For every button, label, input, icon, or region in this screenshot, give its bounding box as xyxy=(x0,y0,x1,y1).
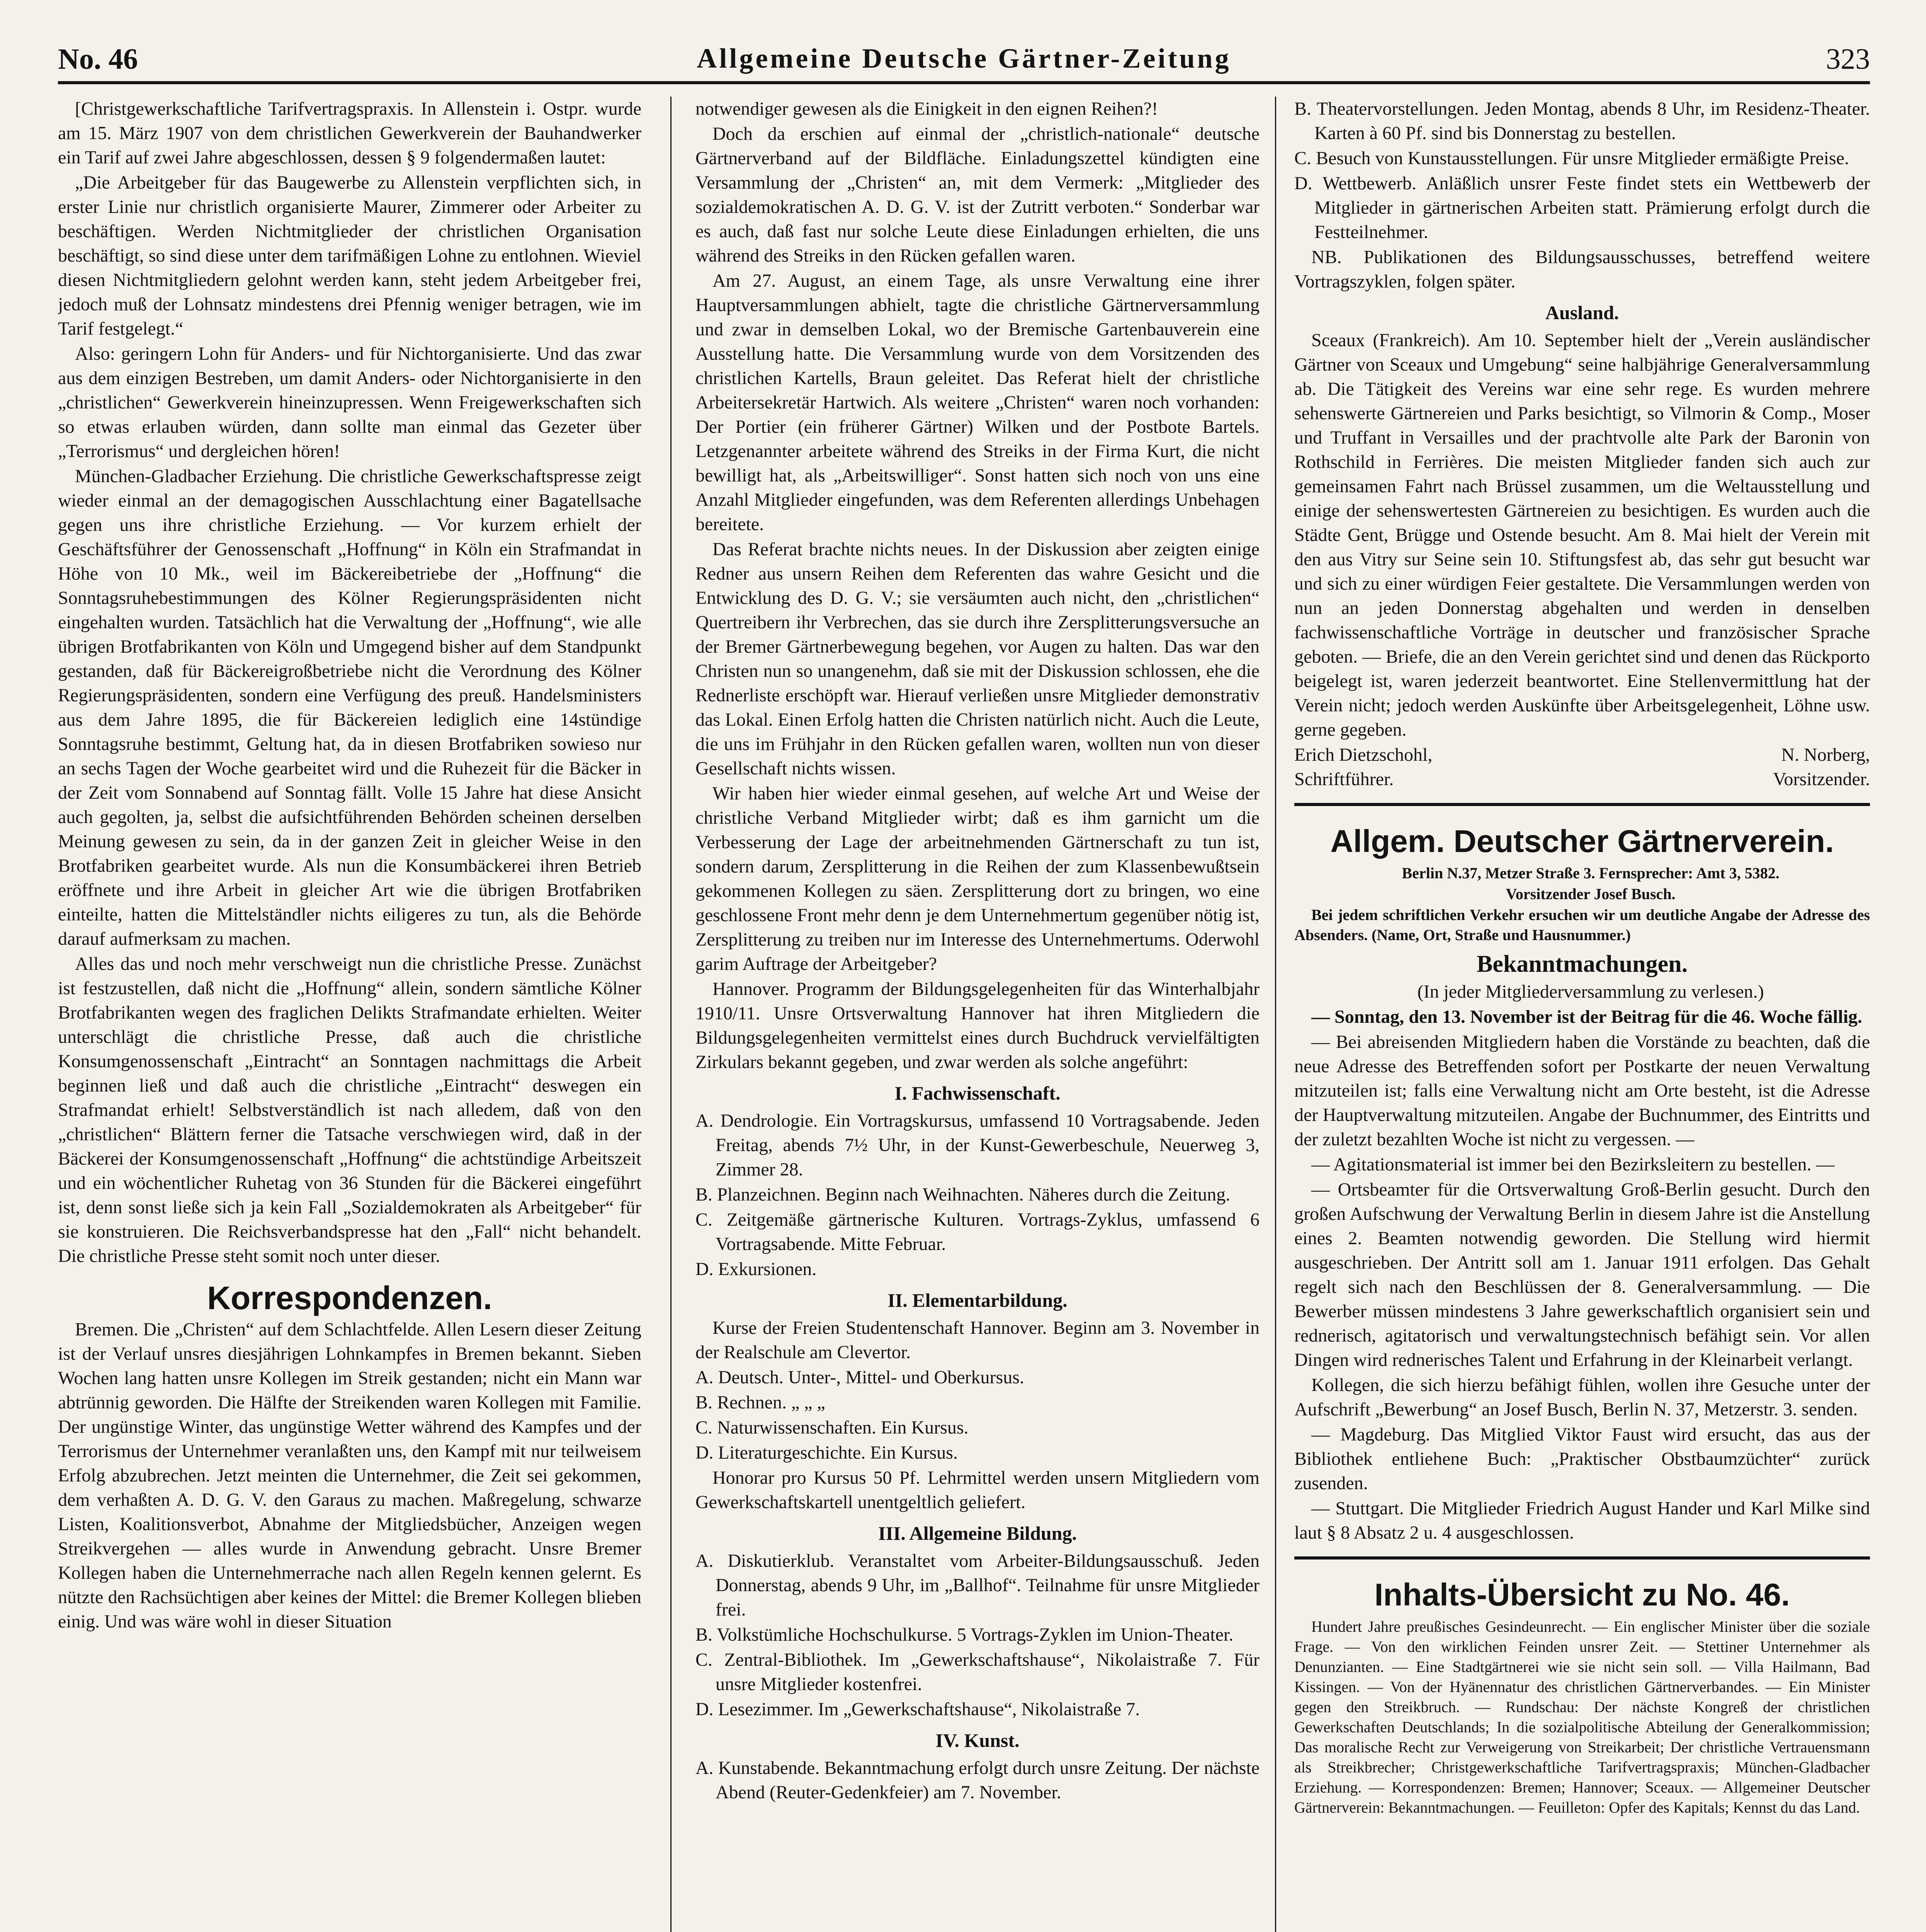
list-item: D. Exkursionen. xyxy=(695,1259,817,1279)
verein-note: Bei jedem schriftlichen Verkehr ersuchen wir um deutliche Angabe der Adresse des Absenders. (Name, Ort, Straße und Hausnummer.) xyxy=(1294,906,1870,944)
divider xyxy=(1294,1556,1870,1560)
list-item: C. Zeitgemäße gärtnerische Kulturen. Vortrags-Zyklus, umfassend 6 Vortragsabende. Mitte Februar. xyxy=(695,1209,1260,1254)
signatures xyxy=(1294,743,1870,767)
role-left: Schriftführer. xyxy=(1294,769,1394,789)
list-item: C. Naturwissenschaften. Ein Kursus. xyxy=(695,1417,969,1438)
list-item: B. Planzeichnen. Beginn nach Weihnachten. Näheres durch die Zeitung. xyxy=(695,1184,1231,1205)
list-item: A. Deutsch. Unter-, Mittel- und Oberkursus. xyxy=(695,1367,1024,1388)
article-erziehung-cont: Alles das und noch mehr verschweigt nun die christliche Presse. Zunächst ist festzustellen, daß nicht die „Hoffnung“ allein, sondern sämtliche Kölner Brotfabrikanten wegen des fraglichen Delikts Strafmandate erhielten. Weiter unterschlägt die christliche Presse, daß auch die christliche Konsumgenossenschaft „Eintracht“ an Sonntagen nachmittags die Arbeit beginnen ließ und daß auch die christliche „Eintracht“ deswegen ein Strafmandat erhielt! Selbstverständlich ist nach alledem, daß von den „christlichen“ Blättern ferner die Tatsache verschwiegen wird, daß in der Bäckerei der Konsumgenossenschaft „Hoffnung“ die achtstündige Arbeitszeit und ein wöchentlicher Ruhetag von 36 Stunden für die Bäckerei eingeführt ist, denn sonst ließe sich ja kein Fall „Sozialdemokraten als Arbeitgeber“ für sie konstruieren. Die Reichsverbandspresse hat den „Fall“ nicht behandelt. Die christliche Presse steht somit noch unter dieser. xyxy=(58,954,641,1266)
page-number: 323 xyxy=(1826,43,1870,75)
signature-right: N. Norberg, xyxy=(1781,745,1870,765)
signature-left: Erich Dietzschohl, xyxy=(1294,745,1433,765)
article-sceaux: Sceaux (Frankreich). Am 10. September hielt der „Verein ausländischer Gärtner von Sceaux und Umgebung“ seine halbjährige Generalversammlung ab. Die Tätigkeit des Vereins war eine sehr rege. Es wurden mehrere sehenswerte Gärtnereien und Parks besichtigt, so Vilmorin & Comp., Moser und Truffant in Versailles und der prachtvolle alte Park der Baronin von Rothschild in Ferrières. Die meisten Mitglieder fanden sich auch zur gemeinsamen Fahrt nach Brüssel zusammen, um die Weltausstellung und einige der sehenswertesten Gärtnereien zu besichtigen. Es wurden auch die Städte Gent, Brügge und Ostende besucht. Am 8. Mai hielt der Verein mit den aus Vitry sur Seine sein 10. Stiftungsfest ab, das sehr gut besucht war und sich zu einer würdigen Feier gestaltete. Die Versammlungen werden von nun an jeden Donnerstag abgehalten und werden in denselben fachwissenschaftliche Vorträge in deutscher und französischer Sprache geboten. — Briefe, die an den Verein gerichtet sind und denen das Rückporto beigelegt ist, waren jederzeit beantwortet. Eine Stellenvermittlung hat der Verein nicht; jedoch werden Auskünfte über Arbeitsgelegenheit, Löhne usw. gerne gegeben. xyxy=(1294,330,1870,740)
list-item: A. Diskutierklub. Veranstaltet vom Arbeiter-Bildungsausschuß. Jeden Donnerstag, abends 9 Uhr, im „Ballhof“. Teilnahme für unsre Mitglieder frei. xyxy=(695,1551,1260,1620)
list-intro: Kurse der Freien Studentenschaft Hannover. Beginn am 3. November in der Realschule am Clevertor. xyxy=(695,1318,1260,1362)
article-bremen-cont: notwendiger gewesen als die Einigkeit in den eignen Reihen?! xyxy=(695,99,1158,119)
article-tarifvertrag-intro: [Christgewerkschaftliche Tarifvertragspraxis. In Allenstein i. Ostpr. wurde am 15. März 1907 von dem christlichen Gewerkverein der Bauhandwerker ein Tarif auf zwei Jahre abgeschlossen, dessen § 9 folgendermaßen lautet: xyxy=(58,99,641,168)
article-tarifvertrag-comment: Also: geringern Lohn für Anders- und für Nichtorganisierte. Und das zwar aus dem einzigen Bestreben, um damit Anders- oder Nichtorganisierte in den „christlichen“ Gewerkverein hineinzupressen. Wenn Freigewerkschaften sich so etwas erlauben würden, dann sollte man einmal das Gezeter über „Terrorismus“ und dergleichen hören! xyxy=(58,344,641,461)
subheading-kunst: IV. Kunst. xyxy=(935,1730,1020,1751)
bek-subtitle: (In jeder Mitgliederversammlung zu verlesen.) xyxy=(1417,981,1764,1002)
inhalt-title: Inhalts-Übersicht zu No. 46. xyxy=(1374,1577,1790,1612)
issue-number: No. 46 xyxy=(58,43,138,75)
notice-bewerbung: Kollegen, die sich hierzu befähigt fühlen, wollen ihre Gesuche unter der Aufschrift „Bewerbung“ an Josef Busch, Berlin N. 37, Metzerstr. 3. senden. xyxy=(1294,1375,1870,1420)
article-tarifvertrag-quote: „Die Arbeitgeber für das Baugewerbe zu Allenstein verpflichten sich, in erster Linie nur christlich organisierte Maurer, Zimmerer oder Arbeiter zu beschäftigen. Werden Nichtmitglieder der christlichen Organisation beschäftigt, so sind diese unter dem tarifmäßigen Lohne zu entlohnen. Wieviel diesen Nichtmitgliedern gelohnt werden kann, steht jedem Arbeitgeber frei, jedoch muß der Lohnsatz mindestens drei Pfennig weniger betragen, wie im Tarif festgelegt.“ xyxy=(58,172,641,339)
article-erziehung: München-Gladbacher Erziehung. Die christliche Gewerkschaftspresse zeigt wieder einmal an der demagogischen Ausschlachtung einer Bagatellsache gegen uns ihre christliche Erziehung. — Vor kurzem erhielt der Geschäftsführer der Genossenschaft „Hoffnung“ in Köln ein Strafmandat in Höhe von 10 Mk., weil im Bäckereibetriebe der „Hoffnung“ die Sonntagsruhebestimmungen des Kölner Regierungspräsidenten nicht eingehalten wurden. Tatsächlich hat die Verwaltung der „Hoffnung“, wie alle übrigen Brotfabrikanten von Köln und Umgegend bisher auf dem Standpunkt gestanden, daß für Bäckereigroßbetriebe nicht die Verordnung des Kölner Regierungspräsidenten, sondern eine Verfügung des preuß. Handelsministers aus dem Jahre 1895, die für Bäckereien lediglich eine 14stündige Sonntagsruhe bestimmt, Geltung hat, da in diesen Brotfabriken sowieso nur an sechs Tagen der Woche gearbeitet wird und die Ruhezeit für die Bäcker in der Zeit vom Sonnabend auf Sonntag fällt. Volle 15 Jahre hat diese Ansicht auch gegolten, ja, selbst die aufsichtführenden Behörden scheinen derselben Meinung gewesen zu sein, da in der ganzen Zeit in gleicher Weise in den Brotfabriken gearbeitet wurde. Als nun die Konsumbäckerei ihren Betrieb eröffnete und ihre Arbeit in gleicher Art wie die übrigen Brotfabriken einteilte, hatten die Mittelständler nichts eiligeres zu tun, als die Behörde darauf aufmerksam zu machen. xyxy=(58,466,641,949)
subheading-elementarbildung: II. Elementarbildung. xyxy=(887,1289,1068,1311)
inhalt-list: Hundert Jahre preußisches Gesindeunrecht. — Ein englischer Minister über die soziale Frage. — Von den wirklichen Feinden unsrer Zeit. — Stettiner Unternehmer als Denunzianten. — Eine Stadtgärtnerei wie sie nicht sein soll. — Villa Hailmann, Bad Kissingen. — Von der Hyänennatur des christlichen Gärtnerverbandes. — Ein Minister gegen den Streikbruch. — Rundschau: Der nächste Kongreß der christlichen Gewerkschaften Deutschlands; In die sozialpolitische Abteilung der Generalkommission; Das moralische Recht zur Verweigerung von Streikarbeit; Der christliche Vertrauensmann als Streikbrecher; Christgewerkschaftliche Tarifvertragspraxis; München-Gladbacher Erziehung. — Korrespondenzen: Bremen; Hannover; Sceaux. — Allgemeiner Deutscher Gärtnerverein: Bekanntmachungen. — Feuilleton: Opfer des Kapitals; Kennst du das Land. xyxy=(1294,1618,1870,1816)
list-item: D. Literaturgeschichte. Ein Kursus. xyxy=(695,1442,958,1463)
list-item: B. Theatervorstellungen. Jeden Montag, abends 8 Uhr, im Residenz-Theater. Karten à 60 Pf. sind bis Donnerstag zu bestellen. xyxy=(1294,99,1870,143)
article-bremen-p2: Doch da erschien auf einmal der „christlich-nationale“ deutsche Gärtnerverband auf der Bildfläche. Einladungszettel kündigten eine Versammlung der „Christen“ an, mit dem Vermerk: „Mitglieder des sozialdemokratischen A. D. G. V. ist der Zutritt verboten.“ Sonderbar war es auch, daß fast nur solche Leute diese Einladungen erhielten, die uns während des Streiks in den Rücken gefallen waren. xyxy=(695,124,1260,266)
article-bremen-p3: Am 27. August, an einem Tage, als unsre Verwaltung eine ihrer Hauptversammlungen abhielt, tagte die christliche Gärtnerversammlung und zwar in demselben Lokal, wo der Bremische Gartenbauverein eine Ausstellung hatte. Die Versammlung wurde von dem Vorsitzenden des christlichen Kartells, Braun geleitet. Das Referat hielt der christliche Arbeitersekretär Hartwich. Als weitere „Christen“ waren noch vorhanden: Der Portier (ein früherer Gärtner) Wilken und der Postbote Bartels. Letzgenannter arbeitete während des Streiks in der Firma Kurt, die nicht bewilligt hat, als „Arbeitswilliger“. Sonst hatten sich noch von uns eine Anzahl Mitglieder eingefunden, was dem Referenten allerdings Unbehagen bereitete. xyxy=(695,270,1260,534)
list-item: D. Wettbewerb. Anläßlich unsrer Feste findet stets ein Wettbewerb der Mitglieder in gärtnerischen Arbeiten statt. Prämierung erfolgt durch die Festteilnehmer. xyxy=(1294,173,1870,242)
column-2 xyxy=(695,97,1260,1932)
section-heading-korrespondenzen: Korrespondenzen. xyxy=(207,1280,492,1316)
nb-note: NB. Publikationen des Bildungsausschusses, betreffend weitere Vortragszyklen, folgen später. xyxy=(1294,247,1870,292)
article-bremen-p5: Wir haben hier wieder einmal gesehen, auf welche Art und Weise der christliche Verband Mitglieder wirbt; daß es ihm garnicht um die Verbesserung der Lage der arbeitnehmenden Gärtnerschaft zu tun ist, sondern darum, Zersplitterung in die Reihen der zum Klassenbewußtsein gekommenen Kollegen zu säen. Zersplitterung dort zu bringen, wo eine geschlossene Front mehr denn je dem Unternehmertum gegenüber nötig ist, Zersplitterung zu treiben nur im Interesse des Unternehmertums. Oderwohl garim Auftrage der Arbeitgeber? xyxy=(695,783,1260,974)
article-bremen: Bremen. Die „Christen“ auf dem Schlachtfelde. Allen Lesern dieser Zeitung ist der Verlauf unsres diesjährigen Lohnkampfes in Bremen bekannt. Sieben Wochen lang hatten unsre Kollegen im Streik gestanden; nicht ein Mann war abtrünnig geworden. Die Hälfte der Streikenden waren Kollegen mit Familie. Der ungünstige Winter, das ungünstige Wetter während des Kampfes und der Terrorismus der Unternehmer veranlaßten uns, den Kampf mit nur teilweisem Erfolg abzubrechen. Jetzt meinten die Unternehmer, die Zeit sei gekommen, dem verhaßten A. D. G. V. den Garaus zu machen. Maßregelung, schwarze Listen, Koalitionsverbot, Abnahme der Mitgliedsbücher, Anzeigen wegen Streikvergehen — alles wurde in Anwendung gebracht. Unsre Bremer Kollegen haben die Unternehmerrache nach allen Regeln kennen gelernt. Es nützte den Rachsüchtigen aber keines der Mittel: die Bremer Kollegen blieben einig. Und was wäre wohl in dieser Situation xyxy=(58,1319,641,1632)
notice-beitrag: — Sonntag, den 13. November ist der Beitrag für die 46. Woche fällig. xyxy=(1311,1007,1862,1027)
list-item: C. Besuch von Kunstausstellungen. Für unsre Mitglieder ermäßigte Preise. xyxy=(1294,148,1849,168)
list-item: C. Zentral-Bibliothek. Im „Gewerkschaftshause“, Nikolaistraße 7. Für unsre Mitglieder kostenfrei. xyxy=(695,1650,1260,1694)
verein-chairman: Vorsitzender Josef Busch. xyxy=(1506,885,1676,903)
list-item: A. Kunstabende. Bekanntmachung erfolgt durch unsre Zeitung. Der nächste Abend (Reuter-Gedenkfeier) am 7. November. xyxy=(695,1758,1260,1803)
notice-stuttgart: — Stuttgart. Die Mitglieder Friedrich August Hander und Karl Milke sind laut § 8 Absatz 2 u. 4 ausgeschlossen. xyxy=(1294,1498,1870,1543)
newspaper-title: Allgemeine Deutsche Gärtner-Zeitung xyxy=(697,43,1231,74)
subheading-ausland: Ausland. xyxy=(1545,302,1619,323)
role-right: Vorsitzender. xyxy=(1773,769,1870,789)
list-item: B. Rechnen. „ „ „ xyxy=(695,1392,825,1413)
subheading-allgemeine-bildung: III. Allgemeine Bildung. xyxy=(878,1522,1077,1544)
list-item: D. Lesezimmer. Im „Gewerkschaftshause“, Nikolaistraße 7. xyxy=(695,1699,1140,1719)
verein-title: Allgem. Deutscher Gärtnerverein. xyxy=(1330,824,1834,859)
article-bremen-p4: Das Referat brachte nichts neues. In der Diskussion aber zeigten einige Redner aus unsern Reihen dem Referenten das wahre Gesicht und die Entwicklung des D. G. V.; sie versäumten auch nicht, den „christlichen“ Quertreibern ihr Verbrechen, das sie durch ihre Zersplitterungsversuche an der Bremer Gärtnerbewegung begehen, vor Augen zu halten. Das war den Christen nun so unangenehm, daß sie mit der Diskussion schlossen, ehe die Rednerliste erschöpft war. Hierauf verließen unsre Mitglieder demonstrativ das Lokal. Einen Erfolg hatten die Christen natürlich nicht. Auch die Leute, die uns im Frühjahr in den Rücken gefallen waren, wollten nun von dieser Gesellschaft nichts wissen. xyxy=(695,539,1260,779)
notice-agitation: — Agitationsmaterial ist immer bei den Bezirksleitern zu bestellen. — xyxy=(1311,1154,1835,1175)
notice-ortsbeamter: — Ortsbeamter für die Ortsverwaltung Groß-Berlin gesucht. Durch den großen Aufschwung der Verwaltung Berlin in diesem Jahre ist die Anstellung eines 2. Beamten notwendig geworden. Die Stellung wird hiermit ausgeschrieben. Der Antritt soll am 1. Januar 1911 erfolgen. Das Gehalt regelt sich nach den Beschlüssen der 8. Generalversammlung. — Die Bewerber müssen mindestens 3 Jahre gewerkschaftlich organisiert sein und rednerisch, agitatorisch und verwaltungstechnisch befähigt sein. Vor allen Dingen wird rednerisches Talent und Erfahrung in der Kleinarbeit verlangt. xyxy=(1294,1179,1870,1370)
list-item: B. Volkstümliche Hochschulkurse. 5 Vortrags-Zyklen im Union-Theater. xyxy=(695,1624,1234,1645)
newspaper-header xyxy=(58,39,1870,84)
column-rule xyxy=(1275,97,1276,1932)
list-item: A. Dendrologie. Ein Vortragskursus, umfassend 10 Vortragsabende. Jeden Freitag, abends 7½ Uhr, in der Kunst-Gewerbeschule, Neuerweg 3, Zimmer 28. xyxy=(695,1111,1260,1180)
notice-abreisende: — Bei abreisenden Mitgliedern haben die Vorstände zu beachten, daß die neue Adresse des Betreffenden sofort per Postkarte der neuen Verwaltung mitzuteilen ist; falls eine Verwaltung nicht am Orte besteht, ist die Adresse der Hauptverwaltung mitzuteilen. Angabe der Buchnummer, des Eintritts und der zuletzt bezahlten Woche ist nicht zu vergessen. — xyxy=(1294,1032,1870,1150)
article-hannover: Hannover. Programm der Bildungsgelegenheiten für das Winterhalbjahr 1910/11. Unsre Ortsverwaltung Hannover hat ihren Mitgliedern die Bildungsgelegenheiten vermittelst eines durch Buchdruck vervielfältigten Zirkulars bekannt gegeben, und zwar werden als solche angeführt: xyxy=(695,979,1260,1072)
verein-address: Berlin N.37, Metzer Straße 3. Fernsprecher: Amt 3, 5382. xyxy=(1402,864,1780,882)
signature-roles xyxy=(1294,767,1870,791)
column-3 xyxy=(1294,97,1870,1932)
divider xyxy=(1294,803,1870,806)
list-note: Honorar pro Kursus 50 Pf. Lehrmittel werden unsern Mitgliedern vom Gewerkschaftskartell unentgeltlich geliefert. xyxy=(695,1468,1260,1512)
column-1 xyxy=(58,97,641,1932)
subheading-fachwissenschaft: I. Fachwissenschaft. xyxy=(894,1082,1061,1104)
subheading-bekanntmachungen: Bekanntmachungen. xyxy=(1476,951,1688,977)
notice-magdeburg: — Magdeburg. Das Mitglied Viktor Faust wird ersucht, das aus der Bibliothek entliehene Buch: „Praktischer Obstbaumzüchter“ zurück zusenden. xyxy=(1294,1424,1870,1493)
column-rule xyxy=(670,97,671,1932)
